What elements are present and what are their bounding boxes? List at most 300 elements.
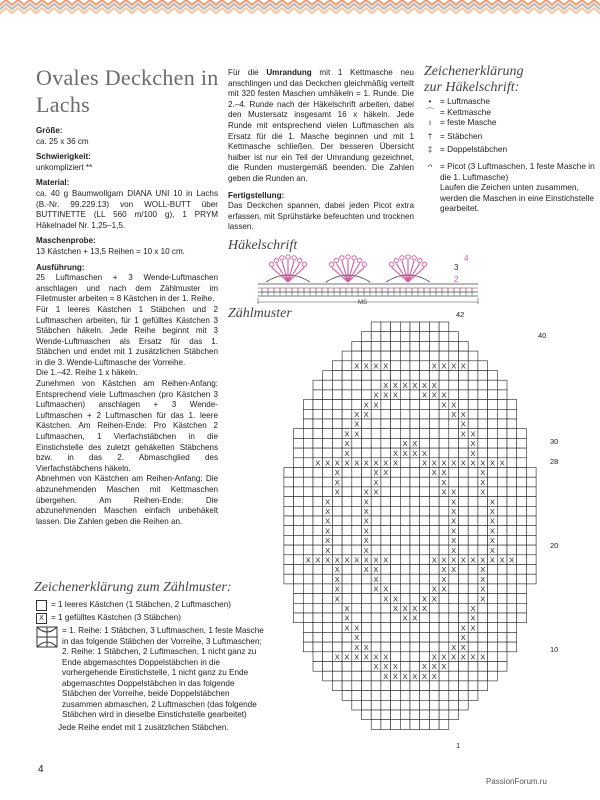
filled-cell-mark: X bbox=[392, 458, 399, 468]
chart-cell bbox=[303, 400, 313, 410]
chart-cell bbox=[400, 506, 410, 516]
chart-cell bbox=[362, 700, 372, 710]
filled-cell-mark: X bbox=[325, 497, 331, 507]
chart-cell bbox=[294, 487, 304, 497]
chart-cell bbox=[332, 409, 342, 419]
chart-cell bbox=[391, 720, 401, 730]
chart-cell bbox=[497, 632, 507, 642]
picot-mark bbox=[406, 255, 410, 259]
chart-cell bbox=[400, 341, 410, 351]
filled-cell-mark: X bbox=[383, 662, 389, 672]
special-stitch-text: = 1. Reihe: 1 Stäbchen, 3 Luftmaschen, 1 feste Masche in das folgende Stäbchen der Vorreihe, 3 Luftmaschen; 2. Reihe: 1 Stäbchen, 2 Luftmaschen, 1 nicht ganz zu Ende abgemaschtes Doppelstäbchen in die vorhergehende Einstichstelle, 1 nicht ganz zu Ende abgemaschtes Doppelstäbchen in das folgende Stäbchen der Vorreihe, beide Doppelstäbchen zusammen abmaschen, 2 Luftmaschen (das folgende Stäbchen wird in dieselbe Einstichstelle gearbeitet) bbox=[62, 626, 264, 719]
chart-cell bbox=[352, 390, 362, 400]
filled-cell-mark: X bbox=[334, 584, 340, 594]
chart-cell bbox=[459, 700, 469, 710]
row-number-10: 10 bbox=[550, 645, 559, 654]
chart-cell bbox=[526, 506, 536, 516]
chart-cell bbox=[497, 468, 507, 478]
chart-cell bbox=[420, 632, 430, 642]
filled-cell-mark: X bbox=[354, 419, 360, 429]
chart-cell bbox=[381, 574, 391, 584]
chart-cell bbox=[429, 565, 439, 575]
chart-cell bbox=[391, 361, 401, 371]
stitch-symbol-icon: • bbox=[428, 96, 432, 106]
chart-cell bbox=[439, 419, 449, 429]
chart-cell bbox=[429, 419, 439, 429]
chart-cell bbox=[420, 487, 430, 497]
chart-cell bbox=[420, 565, 430, 575]
chart-cell bbox=[391, 710, 401, 720]
chart-cell bbox=[332, 380, 342, 390]
chart-cell bbox=[352, 400, 362, 410]
chart-cell bbox=[507, 526, 517, 536]
chart-cell bbox=[410, 390, 420, 400]
chart-cell bbox=[332, 545, 342, 555]
chart-cell bbox=[323, 371, 333, 381]
chart-cell bbox=[342, 662, 352, 672]
chart-cell bbox=[420, 361, 430, 371]
row-number-30: 30 bbox=[550, 437, 559, 446]
filled-cell-mark: X bbox=[421, 594, 428, 604]
filled-cell-mark: X bbox=[412, 604, 418, 613]
chart-cell bbox=[381, 691, 391, 701]
filled-cell-mark: X bbox=[431, 584, 437, 594]
chart-cell bbox=[294, 584, 304, 594]
legend-item-text: = feste Masche bbox=[440, 117, 497, 128]
chart-cell bbox=[497, 565, 507, 575]
filled-cell-mark: X bbox=[451, 642, 457, 652]
chart-cell bbox=[410, 497, 420, 507]
chart-cell bbox=[294, 458, 304, 468]
chart-cell bbox=[429, 506, 439, 516]
filled-cell-mark: X bbox=[489, 458, 496, 468]
chart-cell bbox=[342, 642, 352, 652]
chart-cell bbox=[303, 545, 313, 555]
chart-cell bbox=[323, 574, 333, 584]
page-title: Ovales Deckchen in Lachs bbox=[36, 65, 219, 117]
filled-cell-mark: X bbox=[460, 361, 466, 371]
chart-cell bbox=[507, 613, 517, 623]
chart-cell bbox=[468, 565, 478, 575]
chart-cell bbox=[429, 322, 439, 332]
chart-cell bbox=[342, 594, 352, 604]
chart-cell bbox=[517, 526, 527, 536]
filled-cell-mark: X bbox=[334, 487, 340, 497]
filled-cell-mark: X bbox=[421, 662, 428, 672]
chart-cell bbox=[323, 380, 333, 390]
chart-cell bbox=[313, 497, 323, 507]
chart-cell bbox=[391, 535, 401, 545]
chart-cell bbox=[410, 516, 420, 526]
chart-cell bbox=[459, 497, 469, 507]
page-number: 4 bbox=[38, 764, 44, 775]
filled-cell-mark: X bbox=[441, 477, 447, 487]
filled-cell-mark: X bbox=[451, 361, 457, 371]
instructions-middle bbox=[228, 68, 414, 233]
filled-cell-mark: X bbox=[315, 555, 321, 565]
chart-cell bbox=[459, 594, 469, 604]
filled-cell-mark: X bbox=[421, 380, 428, 390]
chart-cell bbox=[517, 468, 527, 478]
chart-cell bbox=[313, 652, 323, 662]
chart-cell bbox=[488, 632, 498, 642]
chart-cell bbox=[362, 371, 372, 381]
chart-cell bbox=[352, 380, 362, 390]
filled-cell-mark: X bbox=[354, 555, 360, 565]
chart-cell bbox=[303, 535, 313, 545]
legend-item-text: = Luftmasche bbox=[440, 96, 491, 106]
chart-cell bbox=[303, 506, 313, 516]
chart-cell bbox=[468, 516, 478, 526]
chart-cell bbox=[342, 516, 352, 526]
filled-cell-mark: X bbox=[402, 448, 408, 458]
chart-cell bbox=[371, 371, 381, 381]
chart-cell bbox=[439, 448, 449, 458]
chart-cell bbox=[400, 652, 410, 662]
legend-item-text: = Kettmasche bbox=[440, 106, 491, 117]
chart-cell bbox=[313, 594, 323, 604]
chart-cell bbox=[352, 545, 362, 555]
chart-cell bbox=[410, 700, 420, 710]
filled-box-text: = 1 gefülltes Kästchen (3 Stäbchen) bbox=[51, 613, 181, 623]
chart-cell bbox=[410, 691, 420, 701]
legend-item bbox=[420, 107, 596, 118]
chart-cell bbox=[400, 487, 410, 497]
filled-cell-mark: X bbox=[373, 574, 379, 584]
chart-cell bbox=[323, 623, 333, 633]
chart-cell bbox=[420, 477, 430, 487]
chart-cell bbox=[391, 477, 401, 487]
filled-cell-mark: X bbox=[334, 574, 340, 584]
chart-cell bbox=[468, 390, 478, 400]
chart-cell bbox=[332, 371, 342, 381]
chart-cell bbox=[371, 351, 381, 361]
chart-cell bbox=[342, 632, 352, 642]
chart-cell bbox=[468, 574, 478, 584]
chart-cell bbox=[526, 497, 536, 507]
filled-cell-mark: X bbox=[480, 652, 486, 662]
chart-cell bbox=[313, 468, 323, 478]
chart-cell bbox=[497, 545, 507, 555]
picot-mark bbox=[362, 262, 366, 266]
chart-cell bbox=[381, 400, 391, 410]
chart-cell bbox=[420, 419, 430, 429]
chart-cell bbox=[323, 652, 333, 662]
chart-cell bbox=[497, 419, 507, 429]
chart-cell bbox=[488, 603, 498, 613]
filled-cell-mark: X bbox=[402, 380, 408, 390]
filled-cell-mark: X bbox=[441, 458, 447, 468]
chart-cell bbox=[429, 351, 439, 361]
zigzag-border bbox=[0, 0, 600, 14]
chart-cell bbox=[371, 681, 381, 691]
chart-cell bbox=[400, 565, 410, 575]
chart-cell bbox=[391, 497, 401, 507]
chart-cell bbox=[352, 565, 362, 575]
chart-cell bbox=[410, 487, 420, 497]
chart-cell bbox=[410, 565, 420, 575]
filled-cell-mark: X bbox=[451, 555, 457, 565]
chart-cell bbox=[400, 361, 410, 371]
chart-cell bbox=[303, 565, 313, 575]
chart-cell bbox=[303, 438, 313, 448]
crochet-chart-label: Häkelschrift bbox=[228, 238, 298, 253]
chart-cell bbox=[303, 584, 313, 594]
chart-cell bbox=[313, 390, 323, 400]
chart-cell bbox=[410, 545, 420, 555]
chart-cell bbox=[410, 574, 420, 584]
chart-cell bbox=[371, 341, 381, 351]
chart-cell bbox=[478, 613, 488, 623]
size-text: ca. 25 x 36 cm bbox=[36, 136, 89, 146]
chart-cell bbox=[459, 662, 469, 672]
chart-cell bbox=[391, 623, 401, 633]
chart-cell bbox=[400, 409, 410, 419]
chart-cell bbox=[342, 351, 352, 361]
chart-cell bbox=[313, 429, 323, 439]
chart-cell bbox=[410, 662, 420, 672]
chart-cell bbox=[400, 458, 410, 468]
chart-cell bbox=[313, 448, 323, 458]
filled-cell-mark: X bbox=[421, 604, 428, 613]
chart-cell bbox=[478, 429, 488, 439]
chart-cell bbox=[449, 623, 459, 633]
filled-cell-mark: X bbox=[325, 536, 331, 546]
chart-cell bbox=[362, 584, 372, 594]
chart-cell bbox=[400, 332, 410, 342]
chart-cell bbox=[459, 438, 469, 448]
chart-cell bbox=[313, 535, 323, 545]
filled-cell-mark: X bbox=[373, 361, 379, 371]
chart-cell bbox=[478, 662, 488, 672]
filled-cell-mark: X bbox=[441, 565, 447, 575]
chart-cell bbox=[313, 642, 323, 652]
chart-cell bbox=[429, 700, 439, 710]
chart-cell bbox=[352, 691, 362, 701]
chart-cell bbox=[371, 603, 381, 613]
chart-cell bbox=[468, 477, 478, 487]
chart-cell bbox=[410, 468, 420, 478]
chart-cell bbox=[459, 390, 469, 400]
chart-cell bbox=[362, 468, 372, 478]
chart-cell bbox=[449, 468, 459, 478]
chart-cell bbox=[449, 448, 459, 458]
chart-cell bbox=[429, 400, 439, 410]
chart-cell bbox=[449, 390, 459, 400]
chart-cell bbox=[468, 468, 478, 478]
chart-cell bbox=[400, 681, 410, 691]
filled-cell-mark: X bbox=[451, 545, 457, 555]
filled-cell-mark: X bbox=[334, 652, 340, 662]
picot-mark bbox=[280, 256, 284, 260]
chart-cell bbox=[391, 652, 401, 662]
chart-cell bbox=[352, 341, 362, 351]
chart-cell bbox=[517, 458, 527, 468]
filled-cell-mark: X bbox=[354, 458, 360, 468]
chart-cell bbox=[294, 545, 304, 555]
filled-cell-mark: X bbox=[383, 458, 389, 468]
filled-cell-mark: X bbox=[431, 662, 437, 672]
chart-cell bbox=[332, 516, 342, 526]
filled-cell-mark: X bbox=[480, 584, 486, 594]
filet-legend bbox=[36, 600, 266, 733]
filled-cell-mark: X bbox=[470, 613, 476, 623]
chart-cell bbox=[381, 371, 391, 381]
chart-cell bbox=[420, 642, 430, 652]
chart-cell bbox=[323, 448, 333, 458]
chart-cell bbox=[488, 652, 498, 662]
chart-cell bbox=[294, 448, 304, 458]
chart-cell bbox=[381, 565, 391, 575]
chart-cell bbox=[410, 361, 420, 371]
legend-item-text: = Picot (3 Luftmaschen, 1 feste Masche in die 1. Luftmasche) bbox=[440, 160, 595, 182]
filled-cell-mark: X bbox=[354, 633, 360, 643]
filled-cell-mark: X bbox=[489, 536, 495, 546]
chart-cell bbox=[459, 603, 469, 613]
chart-cell bbox=[294, 497, 304, 507]
chart-cell bbox=[488, 642, 498, 652]
filled-cell-mark: X bbox=[480, 555, 486, 565]
filled-cell-mark: X bbox=[373, 662, 379, 672]
chart-cell bbox=[391, 468, 401, 478]
filled-cell-mark: X bbox=[402, 671, 408, 681]
chart-cell bbox=[459, 545, 469, 555]
filled-cell-mark: X bbox=[383, 671, 389, 681]
chart-cell bbox=[410, 322, 420, 332]
chart-cell bbox=[459, 477, 469, 487]
chart-cell bbox=[420, 652, 430, 662]
chart-cell bbox=[294, 506, 304, 516]
chart-cell bbox=[381, 603, 391, 613]
chart-cell bbox=[284, 487, 294, 497]
chart-cell bbox=[342, 681, 352, 691]
chart-cell bbox=[420, 516, 430, 526]
chart-cell bbox=[439, 322, 449, 332]
chart-cell bbox=[507, 458, 517, 468]
chart-cell bbox=[497, 574, 507, 584]
chart-cell bbox=[517, 438, 527, 448]
chart-cell bbox=[381, 681, 391, 691]
chart-cell bbox=[381, 322, 391, 332]
filled-cell-mark: X bbox=[431, 555, 437, 565]
filled-cell-mark: X bbox=[421, 448, 428, 458]
chart-cell bbox=[468, 497, 478, 507]
chart-cell bbox=[459, 448, 469, 458]
chart-cell bbox=[517, 574, 527, 584]
chart-cell bbox=[391, 700, 401, 710]
chart-cell bbox=[478, 390, 488, 400]
chart-cell bbox=[449, 691, 459, 701]
row-end-text: Jede Reihe endet mit 1 zusätzlichen Stäbchen. bbox=[58, 722, 229, 732]
chart-cell bbox=[400, 545, 410, 555]
chart-cell bbox=[400, 400, 410, 410]
chart-cell bbox=[381, 497, 391, 507]
chart-cell bbox=[342, 691, 352, 701]
chart-cell bbox=[507, 535, 517, 545]
chart-cell bbox=[294, 535, 304, 545]
picot-mark bbox=[357, 258, 361, 262]
filled-cell-mark: X bbox=[363, 545, 369, 555]
filled-cell-mark: X bbox=[383, 361, 389, 371]
chart-cell bbox=[303, 574, 313, 584]
chart-cell bbox=[284, 526, 294, 536]
chart-cell bbox=[517, 506, 527, 516]
execution-text-4: Zunehmen von Kästchen am Reihen-Anfang: Entsprechend viele Luftmaschen (pro Kästchen 3 Luftmaschen) anschlagen + 3 Wende-Luftmaschen + 2 Luftmaschen für das 1. leere Kästchen. Am Reihen-Ende: Pro Kästchen 2 Luftmaschen, 1 Vierfachstäbchen in die Einstichstelle des zuletzt gehäkelten Stäbchens bzw. in das 2. Abmaschglied des Vierfachstäbchens häkeln. bbox=[36, 379, 218, 473]
chart-cell bbox=[420, 700, 430, 710]
chart-cell bbox=[459, 341, 469, 351]
chart-cell bbox=[429, 574, 439, 584]
chart-cell bbox=[313, 487, 323, 497]
chart-cell bbox=[468, 351, 478, 361]
filled-cell-mark: X bbox=[373, 555, 379, 565]
chart-cell bbox=[459, 351, 469, 361]
chart-cell bbox=[352, 662, 362, 672]
chart-cell bbox=[478, 623, 488, 633]
legend-item bbox=[420, 182, 596, 214]
chart-cell bbox=[352, 506, 362, 516]
chart-cell bbox=[332, 526, 342, 536]
chart-cell bbox=[313, 623, 323, 633]
filled-cell-mark: X bbox=[470, 555, 476, 565]
chart-cell bbox=[449, 710, 459, 720]
chart-cell bbox=[381, 487, 391, 497]
picot-mark bbox=[292, 256, 296, 260]
filled-cell-mark: X bbox=[383, 584, 389, 594]
chart-cell bbox=[449, 681, 459, 691]
chart-cell bbox=[332, 535, 342, 545]
chart-cell bbox=[342, 497, 352, 507]
chart-cell bbox=[526, 468, 536, 478]
filled-cell-mark: X bbox=[363, 652, 369, 662]
filled-cell-mark: X bbox=[451, 487, 457, 497]
chart-cell bbox=[468, 584, 478, 594]
chart-cell bbox=[400, 351, 410, 361]
chart-cell bbox=[381, 710, 391, 720]
chart-cell bbox=[362, 380, 372, 390]
chart-cell bbox=[294, 555, 304, 565]
chart-cell bbox=[371, 710, 381, 720]
chart-cell bbox=[517, 603, 527, 613]
chart-cell bbox=[497, 603, 507, 613]
chart-cell bbox=[497, 409, 507, 419]
filled-cell-mark: X bbox=[383, 555, 389, 565]
filled-cell-mark: X bbox=[392, 604, 399, 613]
chart-cell bbox=[459, 681, 469, 691]
chart-cell bbox=[420, 468, 430, 478]
chart-cell bbox=[517, 516, 527, 526]
filled-cell-mark: X bbox=[392, 662, 398, 672]
filled-cell-mark: X bbox=[325, 507, 331, 516]
chart-cell bbox=[468, 594, 478, 604]
filled-cell-mark: X bbox=[334, 458, 340, 468]
chart-cell bbox=[517, 448, 527, 458]
chart-cell bbox=[323, 487, 333, 497]
filled-cell-mark: X bbox=[373, 458, 379, 468]
chart-cell bbox=[459, 468, 469, 478]
chart-cell bbox=[478, 632, 488, 642]
filled-cell-mark: X bbox=[431, 652, 437, 662]
chart-cell bbox=[507, 468, 517, 478]
chart-cell bbox=[439, 409, 449, 419]
filled-cell-mark: X bbox=[344, 458, 350, 468]
filled-cell-mark: X bbox=[305, 555, 311, 565]
chart-cell bbox=[410, 555, 420, 565]
chart-cell bbox=[381, 419, 391, 429]
chart-cell bbox=[332, 448, 342, 458]
filled-cell-mark: X bbox=[373, 565, 379, 575]
chart-cell bbox=[410, 632, 420, 642]
chart-cell bbox=[429, 710, 439, 720]
